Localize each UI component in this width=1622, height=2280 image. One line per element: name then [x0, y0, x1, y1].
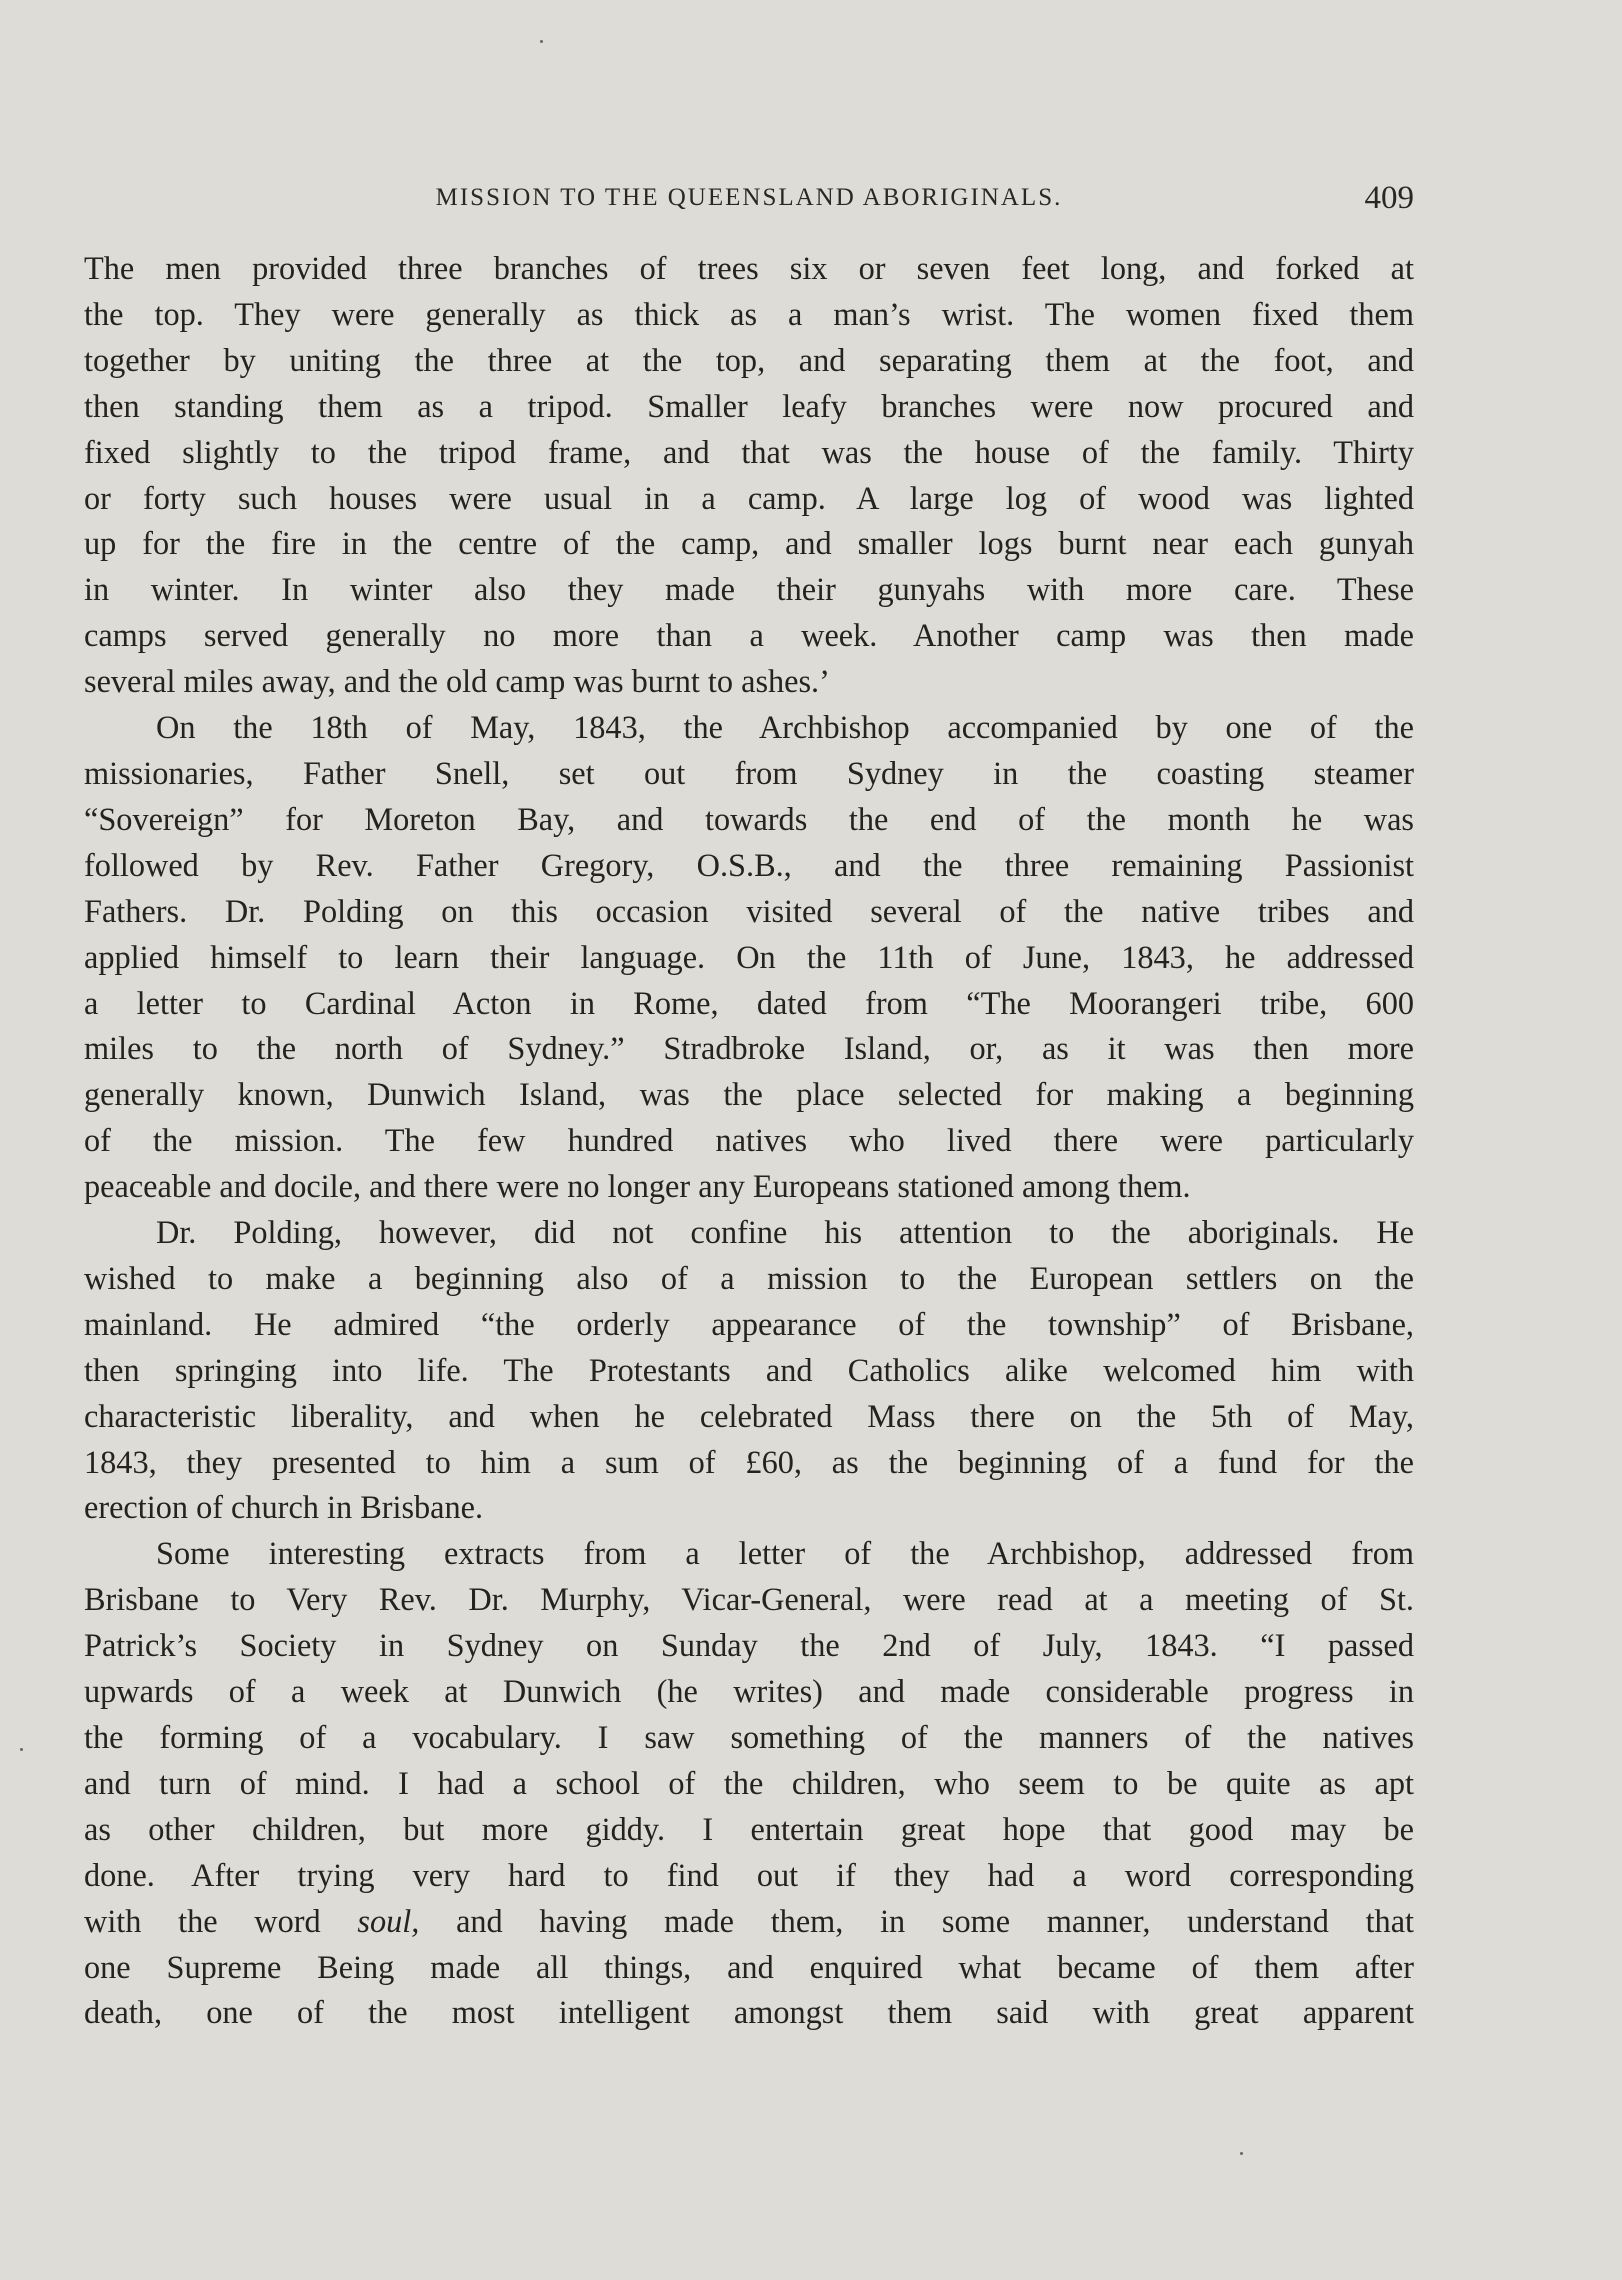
text-line: followed by Rev. Father Gregory, O.S.B., and the three remaining Passionist: [84, 846, 1414, 883]
text-line: one Supreme Being made all things, and enquired what became of them after: [84, 1948, 1414, 1985]
paragraph-voyage: [84, 705, 1414, 1210]
text-line: several miles away, and the old camp was burnt to ashes.’: [84, 663, 830, 700]
paragraph-brisbane: [84, 1210, 1414, 1531]
paper-speck: [20, 1748, 23, 1751]
paper-speck: [540, 40, 543, 43]
text-line: mainland. He admired “the orderly appearance of the township” of Brisbane,: [84, 1305, 1414, 1342]
italic-word: soul,: [357, 1902, 420, 1939]
text-line: done. After trying very hard to find out if they had a word corresponding: [84, 1856, 1414, 1893]
running-head: [84, 180, 1414, 224]
text-line: a letter to Cardinal Acton in Rome, dated from “The Moorangeri tribe, 600: [84, 984, 1414, 1021]
text-line: the top. They were generally as thick as a man’s wrist. The women fixed them: [84, 295, 1414, 332]
text-line: Some interesting extracts from a letter of the Archbishop, addressed from: [156, 1535, 1414, 1572]
text-line: applied himself to learn their language. On the 11th of June, 1843, he addressed: [84, 938, 1414, 975]
text-line: Fathers. Dr. Polding on this occasion visited several of the native tribes and: [84, 892, 1414, 929]
text-line: On the 18th of May, 1843, the Archbishop accompanied by one of the: [156, 709, 1414, 746]
text-line: characteristic liberality, and when he celebrated Mass there on the 5th of May,: [84, 1397, 1414, 1434]
text-line: The men provided three branches of trees six or seven feet long, and forked at: [84, 250, 1414, 286]
paragraph-tent-description: [84, 246, 1414, 705]
page-number: 409: [1364, 180, 1414, 216]
paper-speck: [1240, 2152, 1243, 2155]
text-line: generally known, Dunwich Island, was the place selected for making a beginning: [84, 1076, 1414, 1113]
text-fragment: and having made them, in some manner, understand that: [456, 1902, 1414, 1939]
text-line: of the mission. The few hundred natives who lived there were particularly: [84, 1122, 1414, 1159]
text-line: in winter. In winter also they made their gunyahs with more care. These: [84, 571, 1414, 608]
text-line: upwards of a week at Dunwich (he writes) and made considerable progress in: [84, 1673, 1414, 1710]
text-line: the forming of a vocabulary. I saw something of the manners of the natives: [84, 1719, 1414, 1755]
text-line: Patrick’s Society in Sydney on Sunday the 2nd of July, 1843. “I passed: [84, 1627, 1414, 1664]
text-line-with-italic: [84, 1899, 1414, 1945]
text-line: missionaries, Father Snell, set out from Sydney in the coasting steamer: [84, 754, 1414, 791]
text-line: and turn of mind. I had a school of the children, who seem to be quite as apt: [84, 1764, 1414, 1801]
text-line: as other children, but more giddy. I entertain great hope that good may be: [84, 1810, 1414, 1847]
text-line: erection of church in Brisbane.: [84, 1489, 484, 1526]
text-line: death, one of the most intelligent amongst them said with great apparent: [84, 1994, 1414, 2031]
text-line: up for the fire in the centre of the camp, and smaller logs burnt near each gunyah: [84, 525, 1414, 562]
text-line: miles to the north of Sydney.” Stradbroke Island, or, as it was then more: [84, 1030, 1414, 1067]
text-line: fixed slightly to the tripod frame, and that was the house of the family. Thirty: [84, 433, 1414, 470]
text-line: then standing them as a tripod. Smaller leafy branches were now procured and: [84, 387, 1414, 424]
body-text: [84, 246, 1414, 2036]
running-title: MISSION TO THE QUEENSLAND ABORIGINALS.: [435, 184, 1063, 211]
text-line: wished to make a beginning also of a mission to the European settlers on the: [84, 1259, 1414, 1296]
text-line: Brisbane to Very Rev. Dr. Murphy, Vicar-General, were read at a meeting of St.: [84, 1581, 1414, 1618]
text-line: 1843, they presented to him a sum of £60, as the beginning of a fund for the: [84, 1443, 1414, 1480]
text-line: camps served generally no more than a week. Another camp was then made: [84, 617, 1414, 654]
text-line: then springing into life. The Protestants and Catholics alike welcomed him with: [84, 1351, 1414, 1388]
text-fragment: with the word: [84, 1902, 321, 1939]
text-line: or forty such houses were usual in a camp. A large log of wood was lighted: [84, 479, 1414, 516]
text-line: together by uniting the three at the top, and separating them at the foot, and: [84, 341, 1414, 378]
text-line: Dr. Polding, however, did not confine his attention to the aboriginals. He: [156, 1214, 1414, 1251]
text-line: “Sovereign” for Moreton Bay, and towards the end of the month he was: [84, 800, 1414, 837]
paragraph-letter-extracts: [84, 1531, 1414, 2036]
text-line: peaceable and docile, and there were no longer any Europeans stationed among them.: [84, 1168, 1191, 1205]
